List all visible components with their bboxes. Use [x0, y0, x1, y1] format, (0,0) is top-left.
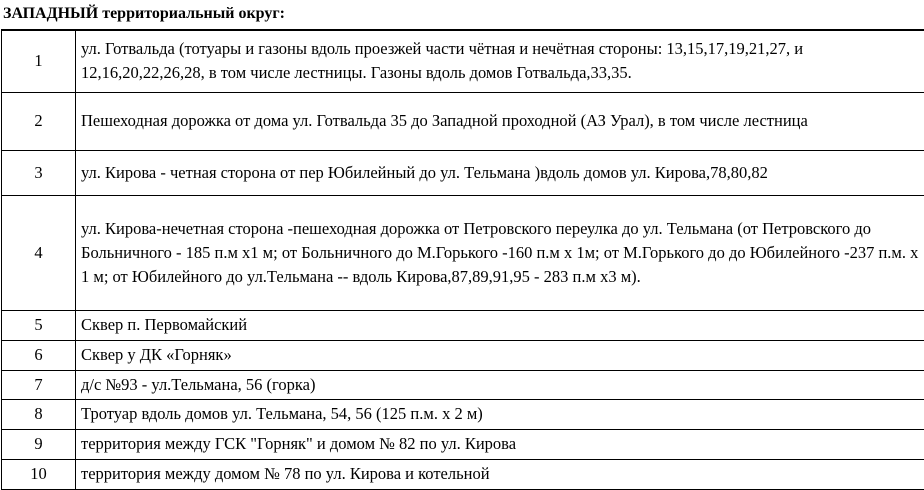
- row-description: ул. Готвальда (тотуары и газоны вдоль проезжей части чётная и нечётная стороны: 13,15,17,19,21,27, и 12,16,20,22,26,28, в том числе лестницы. Газоны вдоль домов Готвальда,33,35.: [76, 30, 924, 92]
- row-number: 2: [2, 92, 76, 150]
- row-description: Сквер п. Первомайский: [76, 310, 924, 340]
- row-description: территория между домом № 78 по ул. Кирова и котельной: [76, 459, 924, 489]
- row-description: территория между ГСК "Горняк" и домом № 82 по ул. Кирова: [76, 429, 924, 459]
- table-row: [2, 370, 924, 399]
- table-row: [2, 399, 924, 429]
- row-number: 10: [2, 459, 76, 489]
- row-description: д/с №93 - ул.Тельмана, 56 (горка): [76, 370, 924, 399]
- row-number: 5: [2, 310, 76, 340]
- row-number: 6: [2, 340, 76, 370]
- table-row: [2, 429, 924, 459]
- row-description: Тротуар вдоль домов ул. Тельмана, 54, 56 (125 п.м. х 2 м): [76, 399, 924, 429]
- table-row: [2, 310, 924, 340]
- row-description: ул. Кирова - четная сторона от пер Юбилейный до ул. Тельмана )вдоль домов ул. Кирова,78,80,82: [76, 150, 924, 195]
- table-row: [2, 195, 924, 310]
- row-description: ул. Кирова-нечетная сторона -пешеходная дорожка от Петровского переулка до ул. Тельмана (от Петровского до Больничного - 185 п.м х1 м; от Больничного до М.Горького -160 п.м х 1м; от М.Горького до до Юбилейного -237 п.м. х 1 м; от Юбилейного до ул.Тельмана -- вдоль Кирова,87,89,91,95 - 283 п.м х3 м).: [76, 195, 924, 310]
- row-number: 4: [2, 195, 76, 310]
- row-number: 1: [2, 30, 76, 92]
- table-row: [2, 30, 924, 92]
- table-row: [2, 340, 924, 370]
- row-description: Пешеходная дорожка от дома ул. Готвальда 35 до Западной проходной (АЗ Урал), в том числе лестница: [76, 92, 924, 150]
- section-heading: ЗАПАДНЫЙ территориальный округ:: [3, 4, 285, 24]
- row-number: 3: [2, 150, 76, 195]
- row-description: Сквер у ДК «Горняк»: [76, 340, 924, 370]
- territory-table: [1, 29, 924, 490]
- table-row: [2, 459, 924, 489]
- table-row: [2, 150, 924, 195]
- row-number: 9: [2, 429, 76, 459]
- row-number: 7: [2, 370, 76, 399]
- row-number: 8: [2, 399, 76, 429]
- table-row: [2, 92, 924, 150]
